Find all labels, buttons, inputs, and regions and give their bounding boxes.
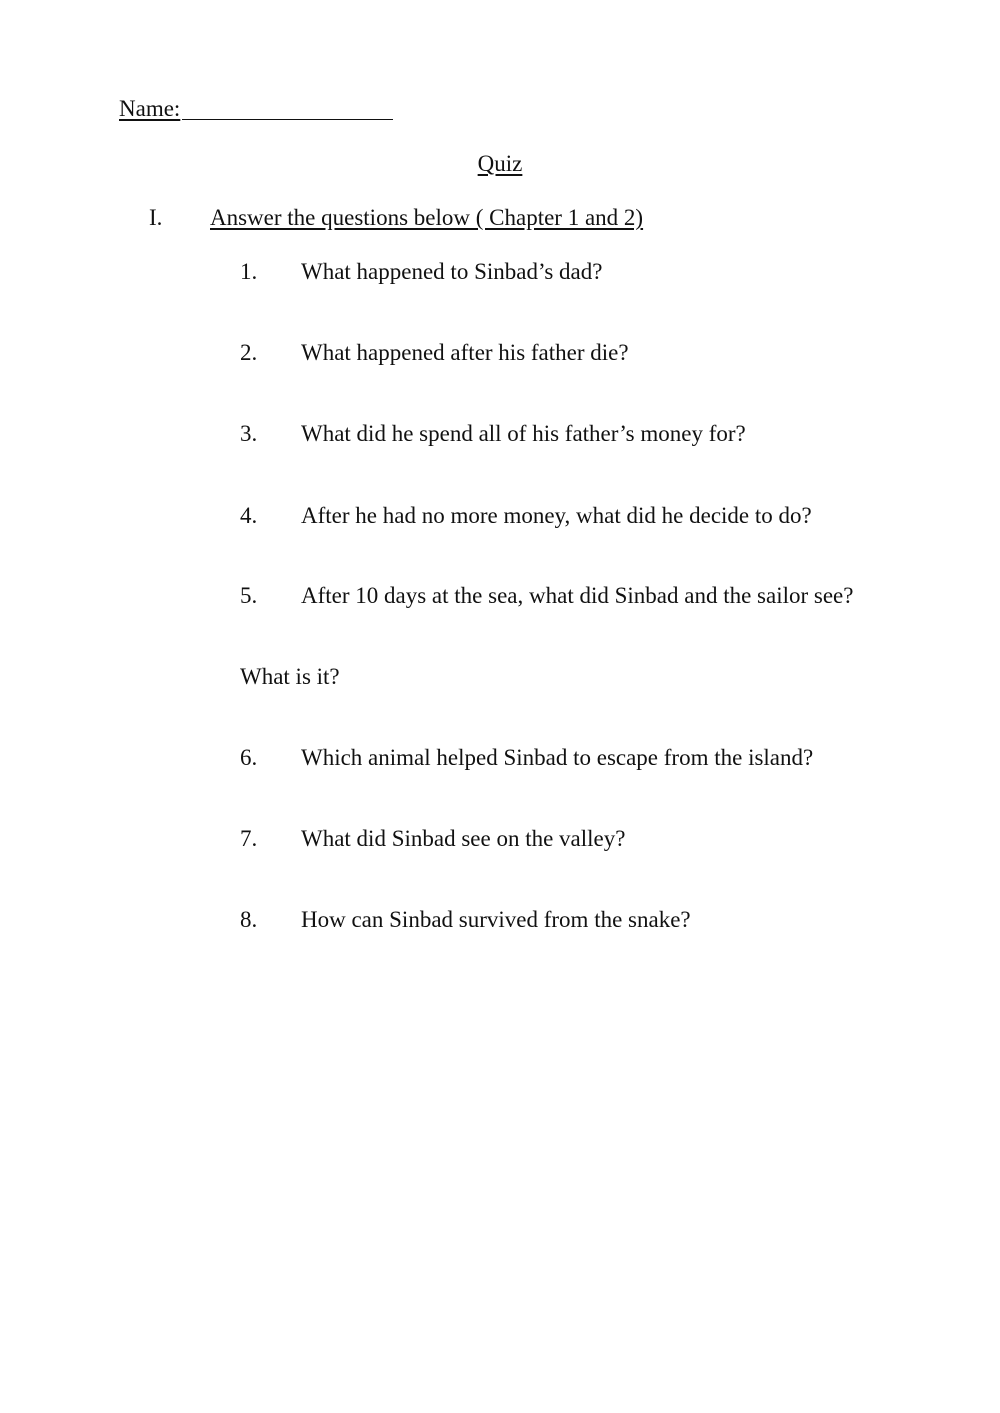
question-text: What did Sinbad see on the valley? (301, 826, 626, 851)
question-text: What did he spend all of his father’s money for? (301, 421, 746, 446)
question-number: 3. (240, 421, 258, 446)
question-number: 2. (240, 340, 258, 365)
name-label: Name: (119, 96, 181, 121)
question-followup: What is it? (240, 664, 340, 689)
question-text: After he had no more money, what did he decide to do? (301, 503, 812, 528)
section-number: I. (149, 205, 163, 230)
question-number: 6. (240, 745, 258, 770)
question-number: 8. (240, 907, 258, 932)
question-number: 4. (240, 503, 258, 528)
question-number: 5. (240, 583, 258, 608)
name-blank-line (182, 119, 393, 120)
question-text: What happened after his father die? (301, 340, 629, 365)
question-text: Which animal helped Sinbad to escape from the island? (301, 745, 814, 770)
question-text: After 10 days at the sea, what did Sinbad and the sailor see? (301, 583, 854, 608)
question-number: 1. (240, 259, 258, 284)
question-text: How can Sinbad survived from the snake? (301, 907, 691, 932)
section-title: Answer the questions below ( Chapter 1 and 2) (210, 205, 644, 230)
question-text: What happened to Sinbad’s dad? (301, 259, 603, 284)
page-title: Quiz (477, 151, 523, 176)
question-number: 7. (240, 826, 258, 851)
